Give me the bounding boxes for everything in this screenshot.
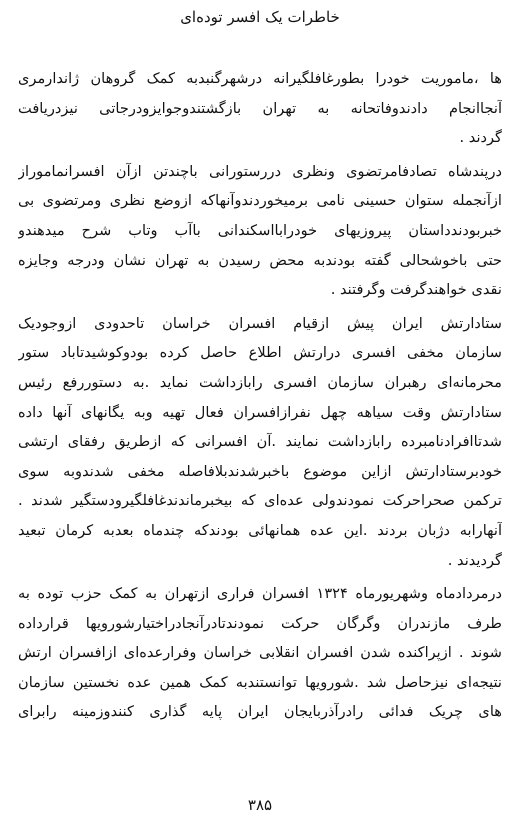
page-header-title: خاطرات یک افسر توده‌ای: [180, 8, 340, 26]
page-number: ۳۸۵: [247, 796, 273, 814]
text-line: شدتاافرادنامبرده رابازداشت نمایند .آن افسرانی که ازطریق رفقای ارتشی: [18, 433, 502, 451]
text-line: های چریک فدائی رادرآذربایجان ایران پایه گذاری کنندوزمینه رابرای: [18, 703, 502, 721]
text-line: آنهارابه دژبان بردند .این عده همانهائی بودندکه چندماه بعدبه کرمان تبعید: [18, 521, 502, 539]
text-line: گردند .: [459, 129, 502, 147]
text-line: درپندشاه تصادفامرتضوی ونظری دررستورانی باچندتن ازآن افسرانماموراز: [18, 162, 502, 180]
text-line: شوند . ازپراکنده شدن افسران انقلابی خراسان وفرارعده‌ای ازافسران ارتش: [18, 644, 502, 662]
text-line: حتی باخوشحالی گفته بودندبه محض رسیدن به تهران نشان ودرجه وجایزه: [18, 251, 502, 269]
text-line: گردیدند .: [447, 551, 502, 569]
text-line: سازمان مخفی افسری درارتش اطلاع حاصل کرده بودوکوشیدتاباد ستور: [18, 344, 502, 362]
text-line: آنجاانجام دادندوفاتحانه به تهران بازگشتندوجوایزودرجاتی نیزدریافت: [18, 99, 502, 117]
text-line: ترکمن صحراحرکت نمودندولی عده‌ای که بیخبرماندندغافلگیرودستگیر شدند .: [18, 492, 502, 510]
text-line: ها ،ماموریت خودرا بطورغافلگیرانه درشهرگنبدبه کمک گروهان ژاندارمری: [18, 70, 502, 87]
text-line: محرمانه‌ای رهبران سازمان افسری رابازداشت نماید .به دستوررفع رئیس: [18, 373, 502, 391]
text-line: ازآنجمله ستوان حسینی نامی برمیخوردندوآنهاکه ازوضع نظری ومرتضوی بی: [18, 192, 502, 210]
text-line: خودبرستادارتش ازاین موضوع باخبرشدندبلافاصله مخفی شدندوبه سوی: [18, 462, 502, 480]
text-line: خبربودندداستان پیروزیهای خودرابااسکندانی باآب وتاب شرح میدهندو: [18, 221, 502, 239]
body-text: [18, 64, 502, 727]
text-line: ستادارتش وقت سیاهه چهل نفرازافسران فعال تهیه وبه یگانهای آنها داده: [18, 403, 502, 421]
text-line: نقدی خواهندگرفت وگرفتند .: [330, 281, 502, 299]
text-line: طرف مازندران وگرگان حرکت نمودندتادرآنجادراختیارشورویها قرارداده: [18, 614, 502, 632]
text-line: درمردادماه وشهریورماه ۱۳۲۴ افسران فراری ازتهران به کمک حزب توده به: [18, 585, 502, 603]
text-line: نتیجه‌ای نیزحاصل شد .شورویها توانستندبه کمک همین عده نخستین سازمان: [18, 673, 502, 691]
text-line: ستادارتش ایران پیش ازقیام افسران خراسان تاحدودی ازوجودیک: [18, 314, 502, 332]
